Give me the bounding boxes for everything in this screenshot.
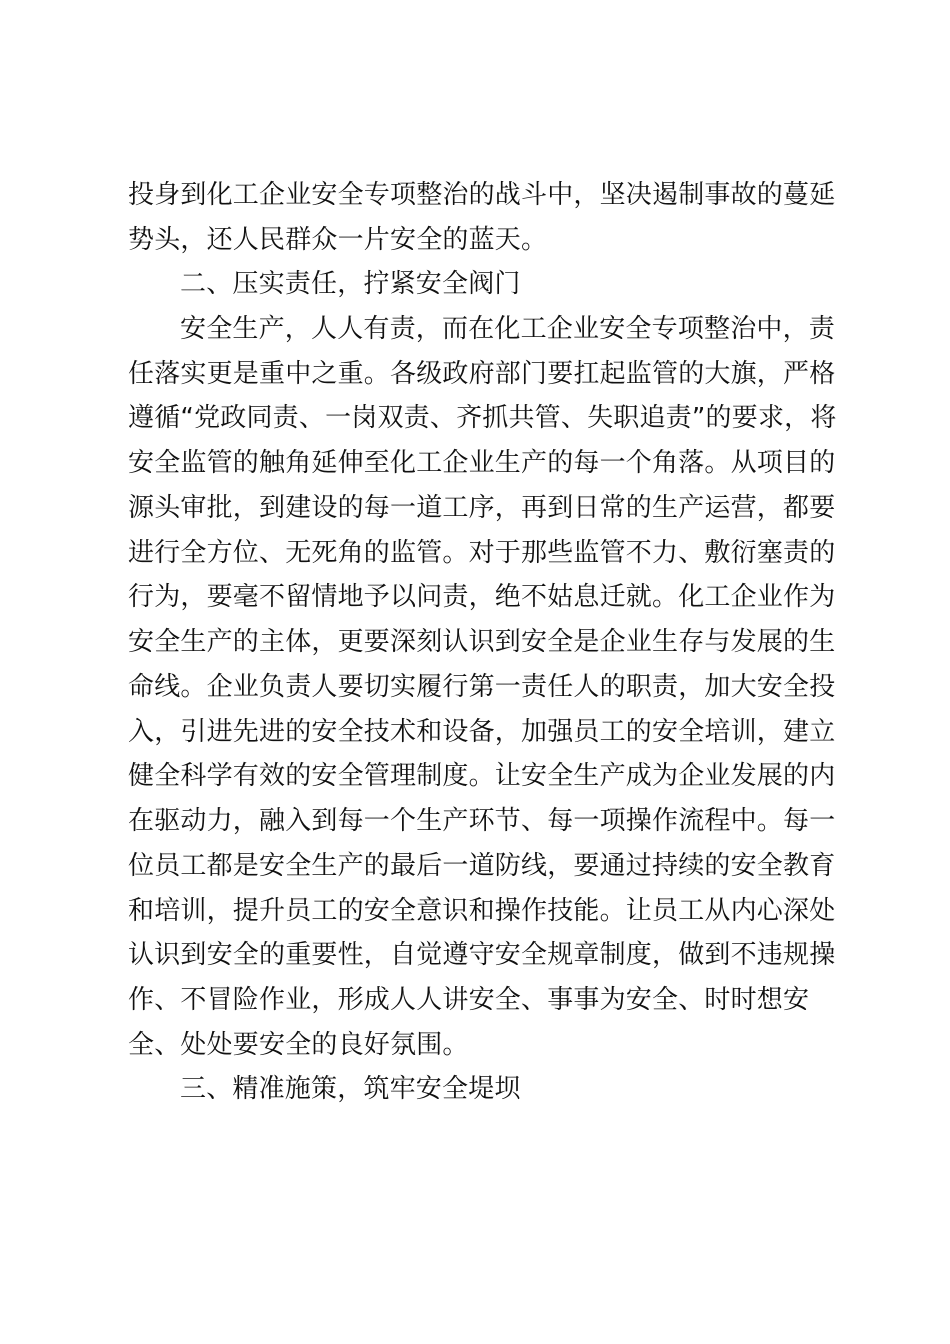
text-line: 和培训，提升员工的安全意识和操作技能。让员工从内心深处 [128,896,836,926]
text-line: 行为，要毫不留情地予以问责，绝不姑息迁就。化工企业作为 [128,582,836,612]
section-heading: 二、压实责任，拧紧安全阀门 [180,269,521,299]
text-line: 势头，还人民群众一片安全的蓝天。 [128,225,548,255]
text-line: 安全生产，人人有责，而在化工企业安全专项整治中，责 [180,314,836,344]
text-line: 安全生产的主体，更要深刻认识到安全是企业生存与发展的生 [128,627,836,657]
text-line: 认识到安全的重要性，自觉遵守安全规章制度，做到不违规操 [128,940,836,970]
text-line: 命线。企业负责人要切实履行第一责任人的职责，加大安全投 [128,672,836,702]
text-line: 在驱动力，融入到每一个生产环节、每一项操作流程中。每一 [128,806,836,836]
text-line: 任落实更是重中之重。各级政府部门要扛起监管的大旗，严格 [128,359,836,389]
text-line: 入，引进先进的安全技术和设备，加强员工的安全培训，建立 [128,717,836,747]
text-line: 安全监管的触角延伸至化工企业生产的每一个角落。从项目的 [128,448,836,478]
text-line: 位员工都是安全生产的最后一道防线，要通过持续的安全教育 [128,851,836,881]
text-line: 遵循“党政同责、一岗双责、齐抓共管、失职追责”的要求，将 [128,403,837,433]
section-heading: 三、精准施策，筑牢安全堤坝 [180,1074,521,1104]
text-line: 作、不冒险作业，形成人人讲安全、事事为安全、时时想安 [128,985,810,1015]
text-line: 源头审批，到建设的每一道工序，再到日常的生产运营，都要 [128,493,836,523]
text-line: 健全科学有效的安全管理制度。让安全生产成为企业发展的内 [128,761,836,791]
text-line: 全、处处要安全的良好氛围。 [128,1030,469,1060]
text-line: 进行全方位、无死角的监管。对于那些监管不力、敷衍塞责的 [128,538,836,568]
text-line: 投身到化工企业安全专项整治的战斗中，坚决遏制事故的蔓延 [128,180,836,210]
